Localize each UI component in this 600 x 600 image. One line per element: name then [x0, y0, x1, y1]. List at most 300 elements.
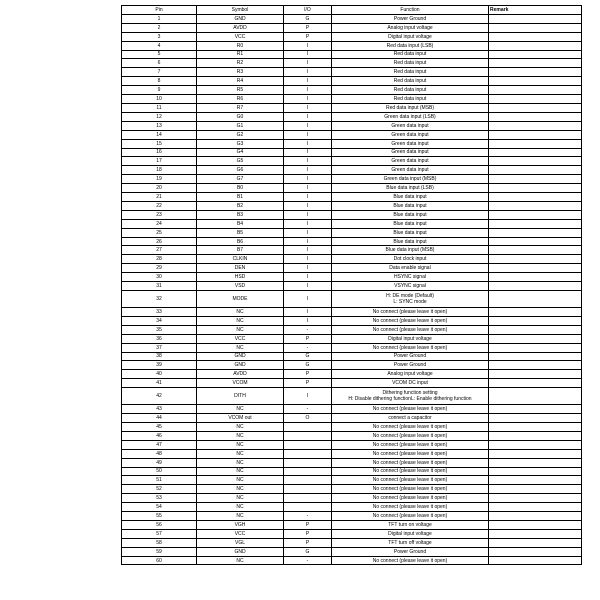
function-cell: Blue data input (MSB) — [332, 246, 489, 255]
io-cell: I — [284, 201, 332, 210]
function-cell: Blue data input — [332, 228, 489, 237]
pin-cell: 28 — [122, 255, 197, 264]
remark-cell — [489, 520, 582, 529]
remark-cell — [489, 361, 582, 370]
pin-cell: 55 — [122, 512, 197, 521]
remark-cell — [489, 148, 582, 157]
function-cell: Blue data input — [332, 219, 489, 228]
table-row — [122, 352, 582, 361]
symbol-cell: R3 — [197, 68, 284, 77]
function-cell: Green data input — [332, 148, 489, 157]
function-cell: Blue data input — [332, 201, 489, 210]
function-cell: No connect (please leave it open) — [332, 494, 489, 503]
table-row — [122, 41, 582, 50]
remark-cell — [489, 139, 582, 148]
symbol-cell: NC — [197, 556, 284, 565]
symbol-cell: NC — [197, 494, 284, 503]
function-cell: Green data input (MSB) — [332, 175, 489, 184]
io-cell — [284, 449, 332, 458]
symbol-cell: NC — [197, 449, 284, 458]
pin-cell: 6 — [122, 59, 197, 68]
io-cell: I — [284, 86, 332, 95]
remark-cell — [489, 379, 582, 388]
pin-cell: 52 — [122, 485, 197, 494]
symbol-cell: AVDD — [197, 370, 284, 379]
remark-cell — [489, 458, 582, 467]
header-symbol: Symbol — [197, 6, 284, 15]
io-cell: I — [284, 255, 332, 264]
io-cell — [284, 476, 332, 485]
remark-cell — [489, 246, 582, 255]
pin-cell: 31 — [122, 282, 197, 291]
remark-cell — [489, 95, 582, 104]
function-cell: Blue data input — [332, 210, 489, 219]
pin-cell: 41 — [122, 379, 197, 388]
io-cell: I — [284, 210, 332, 219]
symbol-cell: NC — [197, 343, 284, 352]
function-cell: Green data input — [332, 121, 489, 130]
table-row — [122, 166, 582, 175]
remark-cell — [489, 237, 582, 246]
pin-cell: 53 — [122, 494, 197, 503]
pin-cell: 39 — [122, 361, 197, 370]
function-cell: No connect (please leave it open) — [332, 440, 489, 449]
symbol-cell: VSD — [197, 282, 284, 291]
symbol-cell: B7 — [197, 246, 284, 255]
function-cell: Red data input — [332, 77, 489, 86]
symbol-cell: G0 — [197, 112, 284, 121]
io-cell: I — [284, 50, 332, 59]
table-row — [122, 86, 582, 95]
function-cell: Analog input voltage — [332, 23, 489, 32]
remark-cell — [489, 273, 582, 282]
symbol-cell: MODE — [197, 291, 284, 308]
table-row — [122, 121, 582, 130]
remark-cell — [489, 77, 582, 86]
table-row — [122, 316, 582, 325]
remark-cell — [489, 485, 582, 494]
remark-cell — [489, 449, 582, 458]
symbol-cell: DEN — [197, 264, 284, 273]
function-cell: Digital input voltage — [332, 334, 489, 343]
table-row — [122, 370, 582, 379]
table-row — [122, 512, 582, 521]
symbol-cell: B6 — [197, 237, 284, 246]
function-cell: Red data input — [332, 50, 489, 59]
pin-cell: 50 — [122, 467, 197, 476]
table-row — [122, 291, 582, 308]
pin-cell: 43 — [122, 405, 197, 414]
pin-cell: 47 — [122, 440, 197, 449]
io-cell: - — [284, 325, 332, 334]
symbol-cell: NC — [197, 503, 284, 512]
io-cell: - — [284, 343, 332, 352]
io-cell: I — [284, 41, 332, 50]
remark-cell — [489, 255, 582, 264]
io-cell: - — [284, 556, 332, 565]
function-cell: Power Ground — [332, 361, 489, 370]
table-row — [122, 201, 582, 210]
pin-cell: 35 — [122, 325, 197, 334]
pin-cell: 60 — [122, 556, 197, 565]
table-row — [122, 405, 582, 414]
table-row — [122, 32, 582, 41]
remark-cell — [489, 343, 582, 352]
remark-cell — [489, 370, 582, 379]
pin-cell: 1 — [122, 14, 197, 23]
symbol-cell: GND — [197, 547, 284, 556]
pin-cell: 42 — [122, 388, 197, 405]
pin-cell: 12 — [122, 112, 197, 121]
function-cell: Red data input — [332, 95, 489, 104]
symbol-cell: B0 — [197, 184, 284, 193]
remark-cell — [489, 210, 582, 219]
remark-cell — [489, 414, 582, 423]
table-row — [122, 130, 582, 139]
function-cell: No connect (please leave it open) — [332, 476, 489, 485]
symbol-cell: R2 — [197, 59, 284, 68]
table-row — [122, 112, 582, 121]
table-row — [122, 361, 582, 370]
pin-cell: 37 — [122, 343, 197, 352]
symbol-cell: VCOM — [197, 379, 284, 388]
table-row — [122, 494, 582, 503]
table-row — [122, 431, 582, 440]
io-cell: I — [284, 193, 332, 202]
function-cell: No connect (please leave it open) — [332, 512, 489, 521]
function-cell: Green data input — [332, 166, 489, 175]
function-cell: Red data input — [332, 59, 489, 68]
table-row — [122, 59, 582, 68]
io-cell: I — [284, 121, 332, 130]
header-remark: Remark — [489, 6, 582, 15]
pin-cell: 48 — [122, 449, 197, 458]
io-cell: I — [284, 112, 332, 121]
symbol-cell: B3 — [197, 210, 284, 219]
remark-cell — [489, 193, 582, 202]
pin-cell: 7 — [122, 68, 197, 77]
symbol-cell: NC — [197, 467, 284, 476]
table-row — [122, 237, 582, 246]
pin-cell: 45 — [122, 422, 197, 431]
function-cell: Red data input — [332, 68, 489, 77]
function-cell: Blue data input — [332, 237, 489, 246]
table-row — [122, 282, 582, 291]
remark-cell — [489, 547, 582, 556]
pin-cell: 36 — [122, 334, 197, 343]
symbol-cell: G3 — [197, 139, 284, 148]
io-cell: P — [284, 370, 332, 379]
symbol-cell: R0 — [197, 41, 284, 50]
io-cell: I — [284, 175, 332, 184]
io-cell: I — [284, 157, 332, 166]
io-cell: P — [284, 334, 332, 343]
function-cell: No connect (please leave it open) — [332, 405, 489, 414]
function-cell: Red data input (LSB) — [332, 41, 489, 50]
io-cell: I — [284, 148, 332, 157]
remark-cell — [489, 201, 582, 210]
header-function: Function — [332, 6, 489, 15]
io-cell: G — [284, 361, 332, 370]
function-cell: No connect (please leave it open) — [332, 449, 489, 458]
function-cell: No connect (please leave it open) — [332, 485, 489, 494]
table-row — [122, 14, 582, 23]
table-row — [122, 210, 582, 219]
io-cell: P — [284, 23, 332, 32]
table-row — [122, 175, 582, 184]
function-cell: Red data input — [332, 86, 489, 95]
function-cell: Blue data input — [332, 193, 489, 202]
remark-cell — [489, 228, 582, 237]
io-cell: I — [284, 282, 332, 291]
pin-cell: 46 — [122, 431, 197, 440]
table-row — [122, 148, 582, 157]
pin-cell: 13 — [122, 121, 197, 130]
table-row — [122, 157, 582, 166]
io-cell: I — [284, 388, 332, 405]
table-row — [122, 503, 582, 512]
io-cell: G — [284, 352, 332, 361]
pin-cell: 29 — [122, 264, 197, 273]
symbol-cell: B4 — [197, 219, 284, 228]
function-cell: Green data input — [332, 157, 489, 166]
io-cell: I — [284, 95, 332, 104]
io-cell: I — [284, 68, 332, 77]
table-row — [122, 246, 582, 255]
table-row — [122, 95, 582, 104]
pin-cell: 38 — [122, 352, 197, 361]
function-cell: No connect (please leave it open) — [332, 467, 489, 476]
pin-cell: 22 — [122, 201, 197, 210]
remark-cell — [489, 308, 582, 317]
symbol-cell: G4 — [197, 148, 284, 157]
io-cell: I — [284, 246, 332, 255]
remark-cell — [489, 14, 582, 23]
io-cell — [284, 458, 332, 467]
pin-cell: 30 — [122, 273, 197, 282]
symbol-cell: R1 — [197, 50, 284, 59]
remark-cell — [489, 503, 582, 512]
symbol-cell: GND — [197, 352, 284, 361]
symbol-cell: DITH — [197, 388, 284, 405]
remark-cell — [489, 538, 582, 547]
table-row — [122, 458, 582, 467]
pin-assignment-table — [121, 5, 582, 565]
pin-cell: 15 — [122, 139, 197, 148]
function-cell: No connect (please leave it open) — [332, 431, 489, 440]
symbol-cell: VCC — [197, 529, 284, 538]
remark-cell — [489, 334, 582, 343]
pin-cell: 18 — [122, 166, 197, 175]
table-row — [122, 529, 582, 538]
table-row — [122, 228, 582, 237]
table-row — [122, 388, 582, 405]
table-row — [122, 68, 582, 77]
symbol-cell: GND — [197, 14, 284, 23]
function-cell: Blue data input (LSB) — [332, 184, 489, 193]
pin-cell: 34 — [122, 316, 197, 325]
symbol-cell: B2 — [197, 201, 284, 210]
pin-cell: 14 — [122, 130, 197, 139]
symbol-cell: R4 — [197, 77, 284, 86]
remark-cell — [489, 405, 582, 414]
remark-cell — [489, 130, 582, 139]
table-row — [122, 520, 582, 529]
pin-cell: 16 — [122, 148, 197, 157]
io-cell: P — [284, 379, 332, 388]
remark-cell — [489, 112, 582, 121]
pin-cell: 4 — [122, 41, 197, 50]
symbol-cell: HSD — [197, 273, 284, 282]
function-cell: Digital input voltage — [332, 529, 489, 538]
pin-cell: 59 — [122, 547, 197, 556]
pin-cell: 8 — [122, 77, 197, 86]
io-cell: I — [284, 77, 332, 86]
io-cell: I — [284, 59, 332, 68]
table-body — [122, 14, 582, 565]
function-cell: Green data input (LSB) — [332, 112, 489, 121]
io-cell — [284, 485, 332, 494]
table-row — [122, 264, 582, 273]
pin-cell: 11 — [122, 103, 197, 112]
table-row — [122, 449, 582, 458]
io-cell: P — [284, 529, 332, 538]
pin-cell: 20 — [122, 184, 197, 193]
function-cell: Power Ground — [332, 14, 489, 23]
table-row — [122, 77, 582, 86]
io-cell: G — [284, 14, 332, 23]
io-cell: I — [284, 219, 332, 228]
remark-cell — [489, 157, 582, 166]
io-cell: I — [284, 130, 332, 139]
pin-cell: 56 — [122, 520, 197, 529]
remark-cell — [489, 316, 582, 325]
io-cell: G — [284, 547, 332, 556]
table-row — [122, 273, 582, 282]
table-row — [122, 139, 582, 148]
remark-cell — [489, 175, 582, 184]
symbol-cell: NC — [197, 512, 284, 521]
symbol-cell: G1 — [197, 121, 284, 130]
remark-cell — [489, 166, 582, 175]
symbol-cell: G5 — [197, 157, 284, 166]
pin-cell: 44 — [122, 414, 197, 423]
pin-cell: 24 — [122, 219, 197, 228]
io-cell — [284, 431, 332, 440]
remark-cell — [489, 103, 582, 112]
remark-cell — [489, 467, 582, 476]
symbol-cell: VCOM out — [197, 414, 284, 423]
table-row — [122, 255, 582, 264]
pin-cell: 23 — [122, 210, 197, 219]
table-row — [122, 538, 582, 547]
remark-cell — [489, 325, 582, 334]
remark-cell — [489, 352, 582, 361]
pin-cell: 19 — [122, 175, 197, 184]
io-cell: I — [284, 237, 332, 246]
table-row — [122, 50, 582, 59]
function-cell: No connect (please leave it open) — [332, 308, 489, 317]
symbol-cell: NC — [197, 405, 284, 414]
function-cell: H: DE mode (Default) L: SYNC mode — [332, 291, 489, 308]
function-cell: No connect (please leave it open) — [332, 556, 489, 565]
function-cell: Red data input (MSB) — [332, 103, 489, 112]
function-cell: Dot clock input — [332, 255, 489, 264]
remark-cell — [489, 32, 582, 41]
remark-cell — [489, 219, 582, 228]
function-cell: No connect (please leave it open) — [332, 325, 489, 334]
function-cell: VCOM DC input — [332, 379, 489, 388]
symbol-cell: R5 — [197, 86, 284, 95]
table-header-row — [122, 6, 582, 15]
remark-cell — [489, 121, 582, 130]
remark-cell — [489, 264, 582, 273]
symbol-cell: VGL — [197, 538, 284, 547]
table-row — [122, 308, 582, 317]
remark-cell — [489, 388, 582, 405]
symbol-cell: G6 — [197, 166, 284, 175]
function-cell: Green data input — [332, 139, 489, 148]
symbol-cell: VCC — [197, 334, 284, 343]
remark-cell — [489, 529, 582, 538]
remark-cell — [489, 41, 582, 50]
remark-cell — [489, 23, 582, 32]
symbol-cell: NC — [197, 325, 284, 334]
function-cell: No connect (please leave it open) — [332, 422, 489, 431]
function-cell: Power Ground — [332, 352, 489, 361]
symbol-cell: NC — [197, 422, 284, 431]
io-cell: I — [284, 308, 332, 317]
function-cell: Digital input voltage — [332, 32, 489, 41]
function-cell: Analog input voltage — [332, 370, 489, 379]
remark-cell — [489, 422, 582, 431]
pin-cell: 51 — [122, 476, 197, 485]
table-row — [122, 193, 582, 202]
symbol-cell: G2 — [197, 130, 284, 139]
function-cell: Power Ground — [332, 547, 489, 556]
symbol-cell: VCC — [197, 32, 284, 41]
table-row — [122, 476, 582, 485]
symbol-cell: NC — [197, 316, 284, 325]
pin-cell: 9 — [122, 86, 197, 95]
remark-cell — [489, 440, 582, 449]
symbol-cell: GND — [197, 361, 284, 370]
pin-cell: 49 — [122, 458, 197, 467]
io-cell: P — [284, 538, 332, 547]
symbol-cell: VGH — [197, 520, 284, 529]
function-cell: No connect (please leave it open) — [332, 316, 489, 325]
function-cell: Dithering function setting H: Disable dithering functionL: Enable dithering function — [332, 388, 489, 405]
pin-cell: 3 — [122, 32, 197, 41]
io-cell: I — [284, 291, 332, 308]
remark-cell — [489, 59, 582, 68]
function-cell: No connect (please leave it open) — [332, 503, 489, 512]
remark-cell — [489, 431, 582, 440]
io-cell: - — [284, 512, 332, 521]
function-cell: HSYNC signal — [332, 273, 489, 282]
table-row — [122, 379, 582, 388]
table-row — [122, 414, 582, 423]
table-row — [122, 422, 582, 431]
io-cell — [284, 503, 332, 512]
pin-cell: 40 — [122, 370, 197, 379]
symbol-cell: R6 — [197, 95, 284, 104]
remark-cell — [489, 184, 582, 193]
symbol-cell: G7 — [197, 175, 284, 184]
symbol-cell: NC — [197, 476, 284, 485]
pin-cell: 17 — [122, 157, 197, 166]
remark-cell — [489, 282, 582, 291]
